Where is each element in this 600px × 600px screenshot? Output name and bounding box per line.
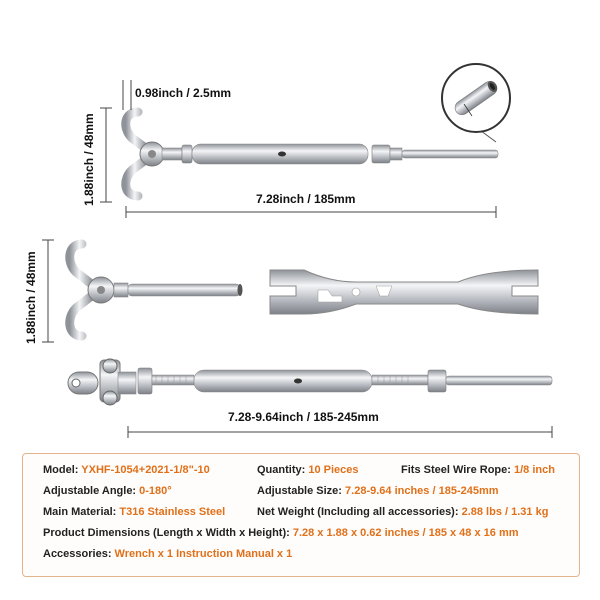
spec-quantity: Quantity: 10 Pieces <box>257 464 359 476</box>
spec-model: Model: YXHF-1054+2021-1/8"-10 <box>43 464 210 476</box>
specifications-panel <box>22 453 580 577</box>
spec-accessories: Accessories: Wrench x 1 Instruction Manual x 1 <box>43 548 293 560</box>
top-height-label: 1.88inch / 48mm <box>82 113 96 206</box>
spec-weight: Net Weight (Including all accessories): 2.88 lbs / 1.31 kg <box>257 506 549 518</box>
spec-fits-rope: Fits Steel Wire Rope: 1/8 inch <box>401 464 555 476</box>
bottom-turnbuckle <box>68 359 552 405</box>
top-length-label: 7.28inch / 185mm <box>256 192 356 206</box>
adjust-length-label: 7.28-9.64inch / 185-245mm <box>228 410 379 424</box>
spec-material: Main Material: T316 Stainless Steel <box>43 506 226 518</box>
hole-dimension-label: 0.98inch / 2.5mm <box>135 86 232 100</box>
top-turnbuckle <box>126 112 498 196</box>
swivel-stud <box>70 244 243 336</box>
bottom-height-label: 1.88inch / 48mm <box>24 251 38 344</box>
spec-product-dimensions: Product Dimensions (Length x Width x Height): 7.28 x 1.88 x 0.62 inches / 185 x 48 x 16 mm <box>43 527 519 539</box>
wrench <box>270 270 538 314</box>
spec-angle: Adjustable Angle: 0-180° <box>43 485 172 497</box>
spec-adjustable-size: Adjustable Size: 7.28-9.64 inches / 185-245mm <box>257 485 499 497</box>
